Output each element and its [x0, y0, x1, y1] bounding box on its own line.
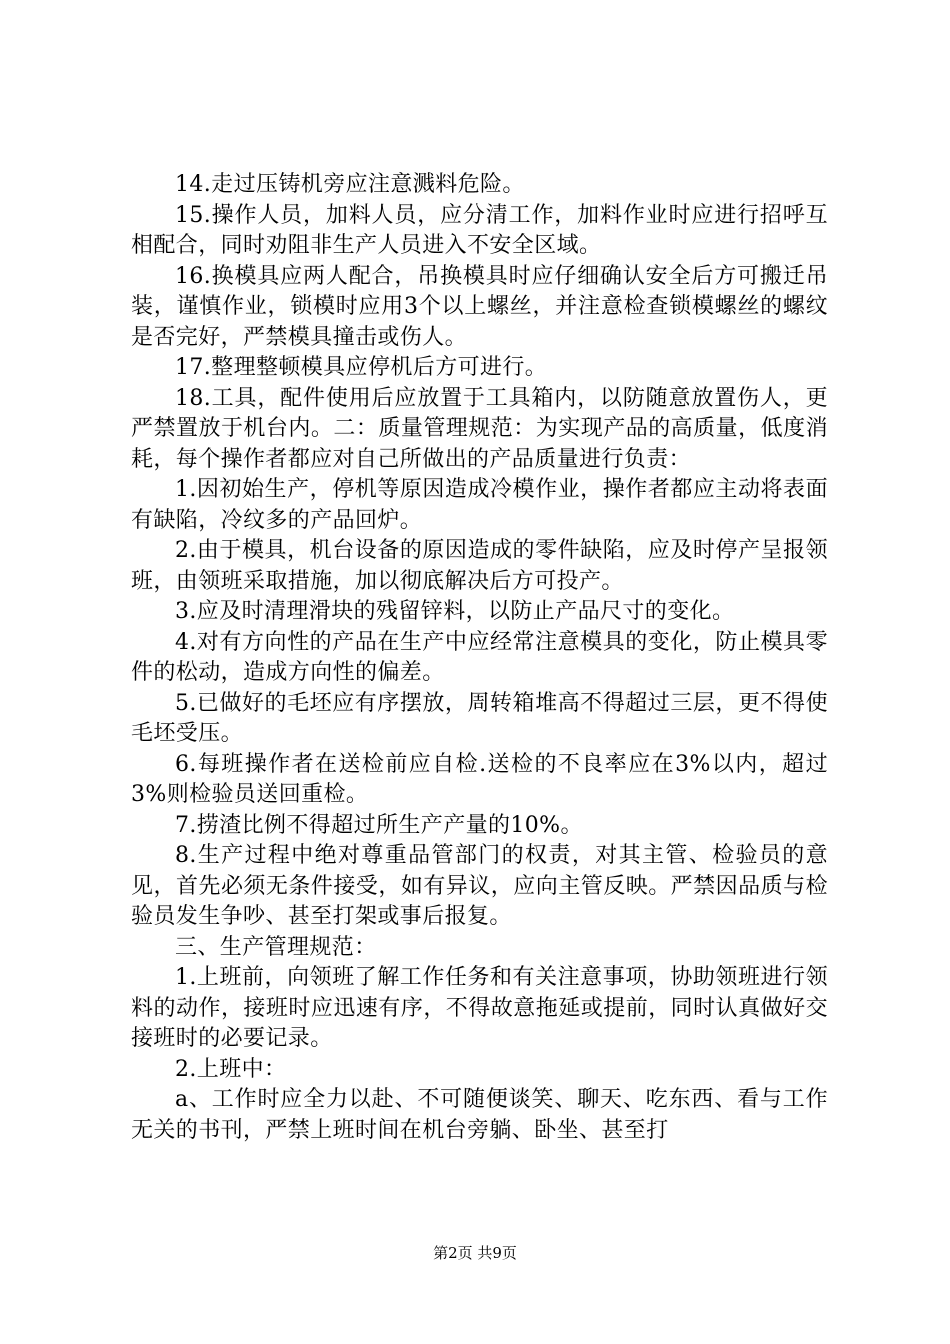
quality-item-6: 6.每班操作者在送检前应自检.送检的不良率应在3%以内，超过3%则检验员送回重检。 — [131, 751, 828, 807]
paragraph-15: 15.操作人员，加料人员，应分清工作，加料作业时应进行招呼互相配合，同时劝阻非生产人员进入不安全区域。 — [131, 202, 828, 258]
paragraph-17: 17.整理整顿模具应停机后方可进行。 — [175, 355, 548, 380]
production-item-1: 1.上班前，向领班了解工作任务和有关注意事项，协助领班进行领料的动作，接班时应迅速有序，不得故意拖延或提前，同时认真做好交接班时的必要记录。 — [131, 965, 828, 1051]
quality-item-2: 2.由于模具，机台设备的原因造成的零件缺陷，应及时停产呈报领班，由领班采取措施，加以彻底解决后方可投产。 — [131, 538, 828, 594]
document-body — [131, 170, 828, 1146]
section-heading-production: 三、生产管理规范： — [175, 934, 377, 960]
quality-item-7: 7.捞渣比例不得超过所生产产量的10%。 — [175, 812, 583, 838]
production-item-2: 2.上班中： — [175, 1056, 287, 1082]
quality-item-3: 3.应及时清理滑块的残留锌料，以防止产品尺寸的变化。 — [175, 599, 735, 624]
paragraph-18: 18.工具，配件使用后应放置于工具箱内，以防随意放置伤人，更严禁置放于机台内。二：质量管理规范：为实现产品的高质量，低度消耗，每个操作者都应对自己所做出的产品质量进行负责： — [131, 385, 828, 472]
quality-item-5: 5.已做好的毛坯应有序摆放，周转箱堆高不得超过三层，更不得使毛坯受压。 — [131, 690, 828, 746]
quality-item-1: 1.因初始生产，停机等原因造成冷模作业，操作者都应主动将表面有缺陷，冷纹多的产品回炉。 — [131, 477, 828, 533]
paragraph-14: 14.走过压铸机旁应注意溅料危险。 — [175, 172, 525, 197]
production-item-2a: a、工作时应全力以赴、不可随便谈笑、聊天、吃东西、看与工作无关的书刊，严禁上班时间在机台旁躺、卧坐、甚至打 — [131, 1087, 828, 1143]
paragraph-16: 16.换模具应两人配合，吊换模具时应仔细确认安全后方可搬迁吊装，谨慎作业，锁模时应用3个以上螺丝，并注意检查锁模螺丝的螺纹是否完好，严禁模具撞击或伤人。 — [131, 263, 828, 350]
page-footer: 第2页 共9页 — [433, 1244, 517, 1262]
quality-item-4: 4.对有方向性的产品在生产中应经常注意模具的变化，防止模具零件的松动，造成方向性的偏差。 — [131, 629, 828, 685]
quality-item-8: 8.生产过程中绝对尊重品管部门的权责，对其主管、检验员的意见，首先必须无条件接受，如有异议，应向主管反映。严禁因品质与检验员发生争吵、甚至打架或事后报复。 — [131, 843, 828, 929]
